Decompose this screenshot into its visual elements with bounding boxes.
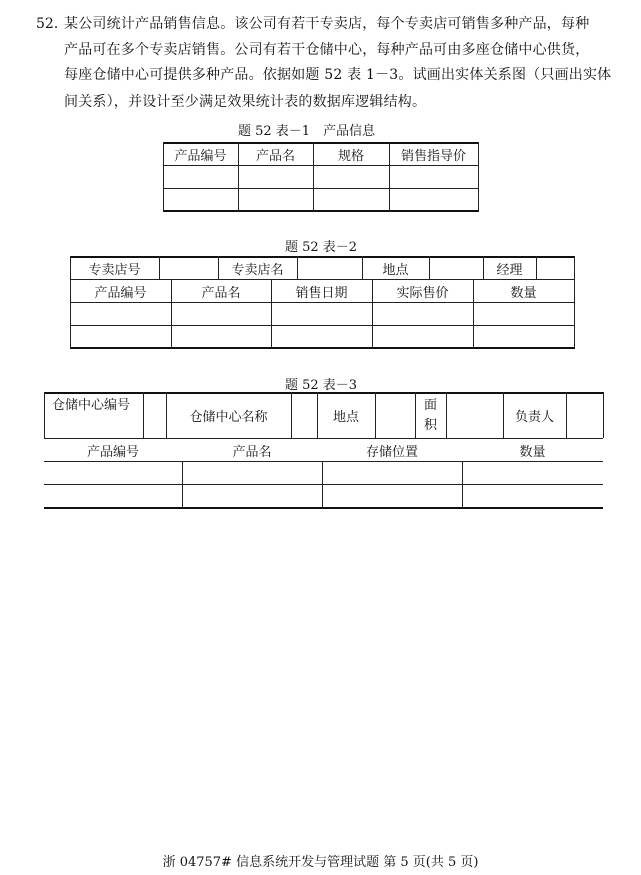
- table2-label-manager: 经理: [496, 262, 523, 278]
- question-line-2: 产品可在多个专卖店销售。公司有若干仓储中心，每种产品可由多座仓储中心供货，: [64, 42, 590, 58]
- table2-line: [429, 256, 430, 279]
- table3-line: [566, 392, 567, 438]
- table2-line: [70, 347, 575, 349]
- table3-line: [462, 461, 463, 508]
- table3-line: [415, 392, 416, 438]
- table3-line: [44, 461, 603, 462]
- table1-line: [163, 210, 479, 212]
- table3-line: [322, 461, 323, 508]
- table3-header-product-id: 产品编号: [86, 444, 139, 460]
- table2-line: [70, 302, 575, 303]
- table1-header-spec: 规格: [337, 148, 364, 164]
- table3-line: [44, 507, 603, 509]
- table3-line: [44, 392, 45, 438]
- table3-label-warehouse-id: 仓储中心编号: [52, 398, 131, 413]
- table2-header-quantity: 数量: [510, 285, 537, 301]
- table2-header-actual-price: 实际售价: [396, 285, 449, 301]
- table3-header-product-name: 产品名: [232, 444, 272, 460]
- table3-line: [375, 392, 376, 438]
- table2-header-product-name: 产品名: [201, 285, 241, 301]
- table1-line: [478, 142, 479, 211]
- table3-line: [446, 392, 447, 438]
- table1-line: [163, 188, 479, 189]
- table1-caption: 题 52 表－1 产品信息: [238, 124, 376, 139]
- question-number: 52．: [36, 16, 68, 32]
- question-line-3: 每座仓储中心可提供多种产品。依据如题 52 表 1－3。试画出实体关系图（只画出实体: [64, 67, 612, 83]
- table1-header-guide-price: 销售指导价: [400, 148, 466, 164]
- table3-line: [291, 392, 292, 438]
- table3-label-area: 面积: [424, 398, 438, 433]
- table1-header-product-id: 产品编号: [174, 148, 227, 164]
- table3-caption: 题 52 表－3: [285, 378, 358, 393]
- table2-label-store-name: 专卖店名: [231, 262, 284, 278]
- page-footer: 浙 04757# 信息系统开发与管理试题 第 5 页(共 5 页): [162, 855, 479, 870]
- table1-header-product-name: 产品名: [255, 148, 295, 164]
- table2-header-product-id: 产品编号: [94, 285, 147, 301]
- question-line-4: 间关系），并设计至少满足效果统计表的数据库逻辑结构。: [64, 94, 427, 110]
- table3-line: [603, 392, 604, 438]
- table3-header-storage-location: 存储位置: [365, 444, 418, 460]
- table3-line: [44, 484, 603, 485]
- table2-line: [70, 325, 575, 326]
- question-line-1: 某公司统计产品销售信息。该公司有若干专卖店，每个专卖店可销售多种产品，每种: [64, 16, 590, 32]
- table2-header-sale-date: 销售日期: [295, 285, 348, 301]
- table2-label-store-id: 专卖店号: [88, 262, 141, 278]
- table2-line: [574, 256, 575, 348]
- table3-line: [182, 461, 183, 508]
- table3-label-warehouse-name: 仓储中心名称: [189, 410, 268, 425]
- table3-line: [143, 392, 144, 438]
- table3-label-location: 地点: [332, 410, 359, 425]
- table2-line: [297, 256, 298, 279]
- table3-header-quantity: 数量: [519, 444, 546, 460]
- table1-line: [163, 165, 479, 166]
- table2-label-location: 地点: [382, 262, 409, 278]
- table2-caption: 题 52 表－2: [285, 240, 358, 255]
- table2-line: [536, 256, 537, 279]
- table3-label-manager: 负责人: [514, 410, 554, 425]
- table2-line: [159, 256, 160, 279]
